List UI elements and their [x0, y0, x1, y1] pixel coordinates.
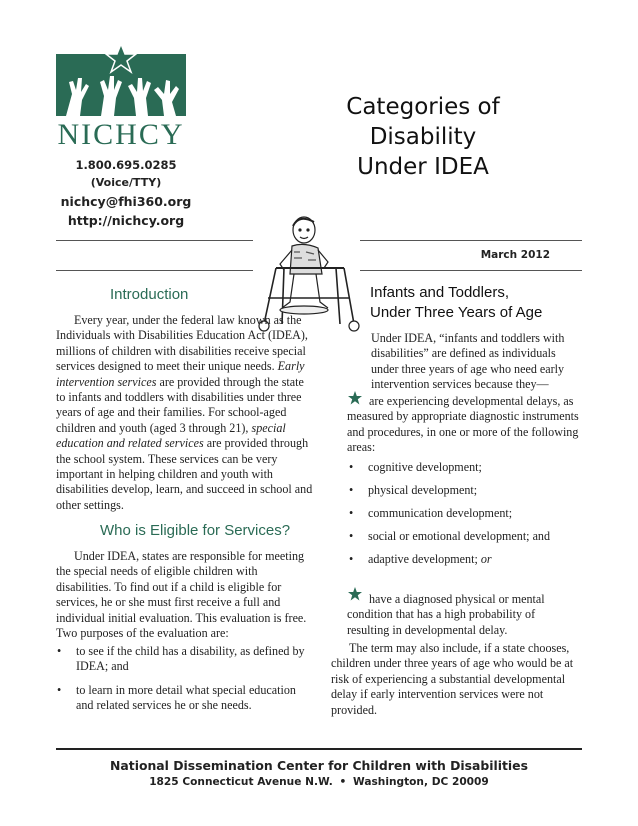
star-item-1: are experiencing developmental delays, as measured by appropriate diagnostic instruments and procedures, in one or more of the following areas: — [347, 394, 579, 455]
phone: 1.800.695.0285 — [75, 158, 177, 172]
logo-graphic — [56, 44, 186, 152]
list-item: • adaptive development; or — [349, 552, 492, 566]
eligible-bullet-list — [50, 644, 312, 714]
title-line-3: Under IDEA — [357, 154, 489, 180]
intro-text-a: Every year, under the federal law known as the Individuals with Disabilities Education Act (IDEA), millions of children with disabilities receive special services designed to meet their unique needs. — [56, 313, 308, 374]
footer-city: Washington, DC 20009 — [353, 776, 489, 788]
areas-list — [342, 460, 582, 567]
date-label: March 2012 — [480, 249, 550, 261]
email-link[interactable]: nichcy@fhi360.org — [60, 194, 192, 209]
list-item: • social or emotional development; and — [349, 529, 551, 543]
list-item: • cognitive development; — [349, 460, 482, 474]
website-link[interactable]: http://nichcy.org — [67, 213, 185, 228]
footer-street: 1825 Connecticut Avenue N.W. — [149, 776, 333, 788]
tty-label: (Voice/TTY) — [90, 176, 162, 189]
divider — [56, 270, 253, 271]
infants-heading — [370, 283, 590, 323]
list-item: • to learn in more detail what special education and related services he or she needs. — [57, 682, 296, 713]
nichcy-logo[interactable] — [56, 44, 186, 152]
footer-address — [56, 776, 582, 788]
logo-text: NICHCY — [57, 118, 185, 151]
list-item: • to see if the child has a disability, as defined by IDEA; and — [57, 644, 305, 674]
list-item: • physical development; — [349, 483, 478, 497]
intro-em-1: Early intervention services — [56, 359, 305, 389]
page-title — [328, 92, 518, 182]
eligible-paragraph — [56, 549, 310, 641]
footer-divider — [56, 748, 582, 750]
intro-em-2: special education and related services — [56, 420, 286, 451]
footer-separator: • — [339, 776, 347, 788]
title-line-2: Disability — [369, 124, 477, 150]
infants-heading-line-1: Infants and Toddlers, — [370, 284, 509, 301]
divider — [360, 240, 582, 241]
intro-paragraph — [56, 313, 316, 513]
star-item-2: have a diagnosed physical or mental condition that has a high probability of resulting in developmental delay. — [347, 592, 545, 637]
infants-paragraph-2: The term may also include, if a state chooses, children under three years of age who would be at risk of experiencing a substantial developmental delay if early intervention services were not provided. — [331, 641, 574, 717]
intro-text-b: are provided through the state to infants and toddlers with disabilities under three years of age and their families. For school-aged children and youth (aged 3 through 21), — [56, 374, 304, 435]
eligible-heading: Who is Eligible for Services? — [100, 522, 291, 539]
eligible-text: Under IDEA, states are responsible for meeting the special needs of eligible children with disabilities. To find out if a child is eligible for services, he or she must first receive a full and individual initial evaluation. This evaluation is free. Two purposes of the evaluation are: — [56, 549, 307, 641]
title-line-1: Categories of — [346, 94, 500, 120]
contact-block — [56, 156, 196, 230]
footer-org: National Dissemination Center for Children with Disabilities — [110, 758, 528, 773]
list-item: • communication development; — [349, 506, 513, 520]
divider — [360, 270, 582, 271]
infants-paragraph: Under IDEA, “infants and toddlers with disabilities” are defined as individuals under three years of age who need early intervention services because they— — [371, 331, 565, 392]
divider — [56, 240, 253, 241]
infants-heading-line-2: Under Three Years of Age — [370, 304, 543, 321]
intro-text-c: are provided through the school system. These services can be very important in helping children and youth with disabilities develop, learn, and succeed in school and other settings. — [56, 436, 313, 512]
intro-heading: Introduction — [110, 286, 189, 303]
